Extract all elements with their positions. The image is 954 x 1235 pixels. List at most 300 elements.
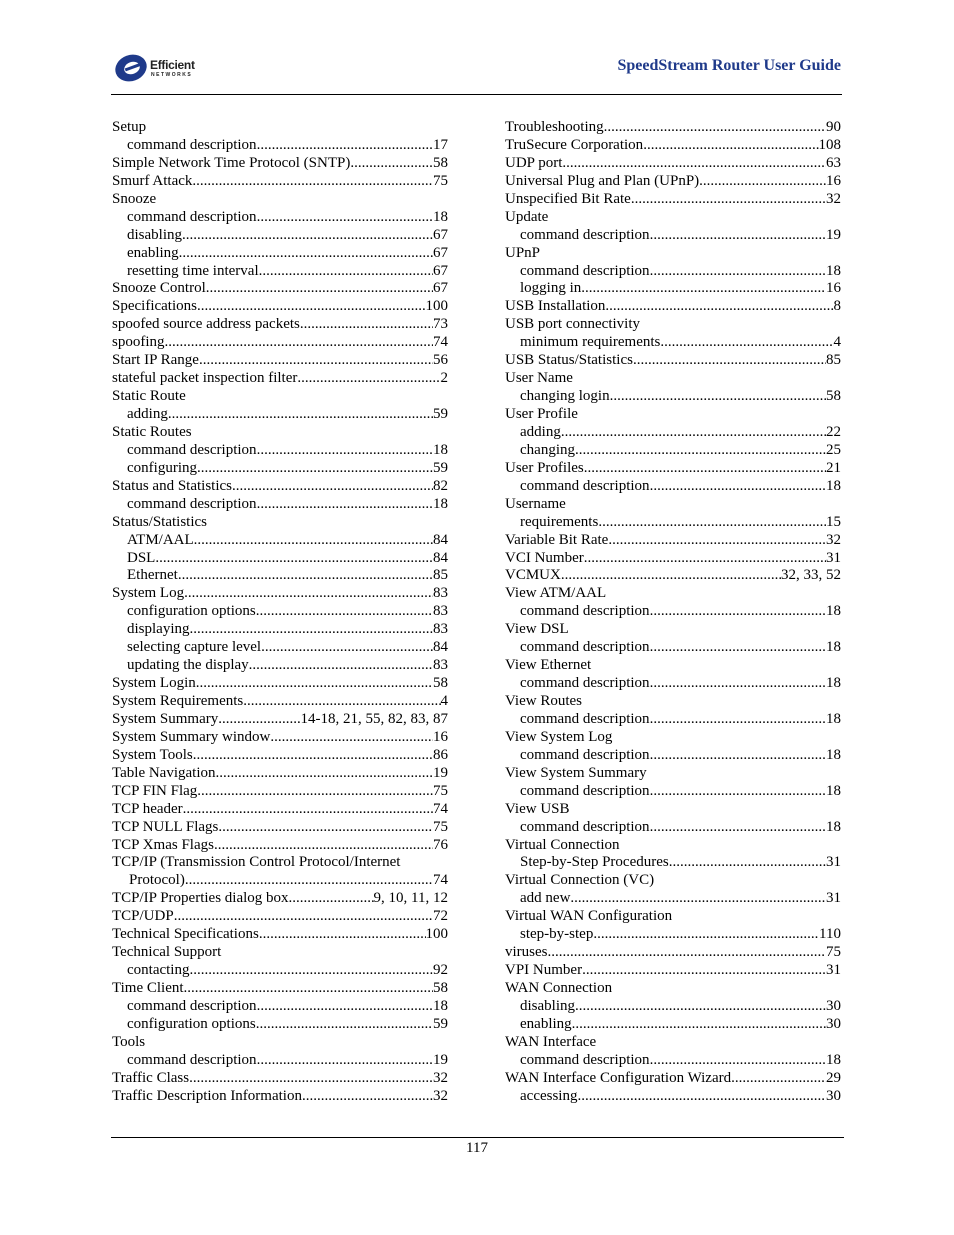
dot-leader [548,944,827,962]
page-reference: 18 [826,818,841,835]
index-entry [112,155,448,173]
dot-leader [350,155,433,173]
page-reference: 74 [433,800,448,817]
dot-leader [256,1016,433,1034]
dot-leader [189,962,433,980]
dot-leader [604,119,826,137]
page-reference: 30 [826,1087,841,1104]
dot-leader [584,460,826,478]
index-term: command description [520,1051,650,1068]
index-term: adding [127,406,168,422]
index-entry [112,532,448,550]
page-reference: 63 [826,154,841,171]
page-reference: 76 [433,836,448,853]
index-heading [505,872,841,890]
page-reference: 58 [433,980,448,996]
dot-leader [650,263,826,281]
index-term: Smurf Attack [112,172,193,189]
index-heading [112,388,448,406]
index-term: TCP/IP (Transmission Control Protocol/Internet [112,854,401,871]
dot-leader [197,460,433,478]
page-reference: 18 [826,477,841,494]
index-term: Variable Bit Rate [505,531,609,548]
index-term: command description [127,1051,257,1068]
dot-leader [185,872,433,890]
index-term: add new [520,890,571,907]
page-reference: 67 [433,226,448,243]
index-term: Status and Statistics [112,477,232,494]
dot-leader [232,478,433,496]
index-entry [505,119,841,137]
index-column-left [112,119,448,1106]
index-term: System Tools [112,746,193,763]
page-reference: 83 [433,657,448,674]
index-term: DSL [127,549,156,566]
index-entry [112,209,448,227]
index-term: disabling [127,226,182,243]
index-term: command description [127,495,257,512]
dot-leader [189,1070,433,1088]
index-term: Tools [112,1033,146,1050]
index-term: TCP/IP Properties dialog box [112,890,289,907]
dot-leader [561,567,781,585]
index-entry [112,711,448,729]
dot-leader [206,280,433,298]
index-entry [112,496,448,514]
index-term: Setup [112,119,147,135]
index-entry [505,854,841,872]
index-term: command description [127,997,257,1014]
index-term: View DSL [505,621,569,638]
page-reference: 84 [433,639,448,656]
index-entry [112,352,448,370]
index-term: Static Route [112,388,186,405]
index-term: configuring [127,459,197,476]
page-reference: 74 [433,872,448,889]
page-reference: 58 [433,154,448,171]
page-reference: 18 [826,262,841,279]
index-term: TCP FIN Flag [112,782,198,799]
index-term: User Profiles [505,459,584,476]
page-reference: 59 [433,1015,448,1032]
page-reference: 59 [433,459,448,476]
dot-leader [218,819,433,837]
index-entry [505,1088,841,1106]
page-reference: 75 [433,172,448,189]
index-entry [112,316,448,334]
page-reference: 30 [826,997,841,1014]
index-heading [112,854,448,872]
page-reference: 32, 33, 52 [781,567,841,584]
dot-leader [633,352,826,370]
index-entry [505,227,841,245]
index-entry [112,729,448,747]
index-entry [112,657,448,675]
index-entry [112,908,448,926]
page-reference: 83 [433,621,448,638]
page-reference: 108 [818,136,841,153]
index-heading [505,729,841,747]
index-term: command description [520,603,650,620]
dot-leader [199,352,433,370]
index-entry [505,514,841,532]
dot-leader [631,191,826,209]
index-term: View Routes [505,693,583,709]
index-heading [112,119,448,137]
page-reference: 67 [433,244,448,261]
dot-leader [257,998,433,1016]
dot-leader [168,406,433,424]
index-term: Virtual Connection [505,836,620,853]
index-heading [112,514,448,532]
index-term: Static Routes [112,423,192,440]
index-term: Start IP Range [112,352,199,369]
index-term: contacting [127,962,190,979]
index-term: command description [520,477,650,494]
page-reference: 18 [826,675,841,692]
dot-leader [243,693,440,711]
index-entry [112,585,448,603]
guide-title: SpeedStream Router User Guide [617,57,841,74]
dot-leader [650,819,826,837]
index-term: Step-by-Step Procedures [520,854,669,871]
index-heading [505,370,841,388]
logo-wordmark: Efficient [150,58,195,72]
index-term: updating the display [127,657,249,674]
index-entry [505,298,841,316]
page-reference: 74 [433,334,448,351]
page-reference: 18 [433,997,448,1014]
page-reference: 32 [433,1087,448,1104]
index-term: adding [520,423,561,440]
index-entry [112,693,448,711]
page-reference: 100 [425,926,448,943]
index-entry [505,1052,841,1070]
page-reference: 16 [433,728,448,745]
page-reference: 19 [826,226,841,243]
index-entry [505,263,841,281]
index-term: View Ethernet [505,657,592,674]
page-reference: 32 [826,190,841,207]
index-heading [112,191,448,209]
page-reference: 15 [826,513,841,530]
page-reference: 30 [826,1015,841,1032]
dot-leader [562,155,826,173]
page-reference: 4 [833,334,841,351]
index-entry [505,998,841,1016]
index-term: command description [127,441,257,458]
index-entry [505,1016,841,1034]
index-entry [112,890,448,908]
index-entry [505,478,841,496]
index-heading [112,1034,448,1052]
index-entry [505,388,841,406]
page-reference: 31 [826,962,841,979]
page-reference: 18 [826,782,841,799]
index-heading [505,837,841,855]
dot-leader [598,514,826,532]
index-term: command description [520,226,650,243]
page-reference: 110 [819,926,841,943]
index-term: View System Summary [505,764,647,781]
dot-leader [214,837,433,855]
index-term: VPI Number [505,962,583,979]
page-reference: 67 [433,262,448,279]
index-entry [112,819,448,837]
dot-leader [650,675,826,693]
index-entry [505,603,841,621]
index-entry [112,980,448,998]
index-entry [112,837,448,855]
dot-leader [261,639,433,657]
dot-leader [174,908,433,926]
dot-leader [561,424,826,442]
index-term: resetting time interval [127,262,259,279]
index-term: TCP Xmas Flags [112,836,214,853]
index-term: stateful packet inspection filter [112,370,298,387]
dot-leader [190,621,434,639]
index-entry [112,245,448,263]
index-entry [505,191,841,209]
page-reference: 58 [826,388,841,405]
index-heading [505,245,841,263]
dot-leader [197,783,433,801]
page-reference: 90 [826,119,841,135]
index-term: USB port connectivity [505,316,640,333]
index-entry [112,442,448,460]
index-entry [112,872,448,890]
dot-leader [194,532,433,550]
page-reference: 31 [826,549,841,566]
dot-leader [669,854,826,872]
page-reference: 67 [433,280,448,297]
page-reference: 75 [433,782,448,799]
index-entry [112,280,448,298]
dot-leader [178,567,433,585]
index-entry [112,550,448,568]
dot-leader [643,137,818,155]
index-entry [505,926,841,944]
index-term: enabling [520,1015,572,1032]
index-heading [112,944,448,962]
index-term: Simple Network Time Protocol (SNTP) [112,154,351,171]
index-term: USB Status/Statistics [505,352,633,369]
index-entry [112,460,448,478]
index-entry [505,1070,841,1088]
index-term: Traffic Description Information [112,1087,302,1104]
dot-leader [297,370,440,388]
index-term: command description [520,746,650,763]
index-entry [112,298,448,316]
index-entry [112,334,448,352]
index-entry [505,137,841,155]
index-entry [112,227,448,245]
index-term: command description [520,675,650,692]
page-reference: 32 [826,531,841,548]
dot-leader [584,550,826,568]
page-reference: 8 [833,298,841,315]
index-term: command description [127,136,257,153]
page-reference: 58 [433,675,448,692]
index-entry [505,550,841,568]
index-heading [505,621,841,639]
index-entry [112,747,448,765]
index-term: View System Log [505,728,613,745]
header-rule [111,94,842,95]
dot-leader [575,998,826,1016]
page-reference: 18 [826,639,841,656]
index-term: spoofed source address packets [112,316,300,333]
footer-rule [111,1137,844,1138]
dot-leader [650,603,826,621]
page-reference: 17 [433,136,448,153]
page-reference: 86 [433,746,448,763]
index-entry [112,567,448,585]
page-reference: 82 [433,477,448,494]
page-number: 117 [466,1140,488,1156]
index-term: WAN Connection [505,980,613,996]
index-term: System Summary window [112,728,271,745]
index-term: changing [520,441,575,458]
index-entry [112,173,448,191]
dot-leader [731,1070,826,1088]
page-reference: 16 [826,172,841,189]
index-term: command description [520,818,650,835]
dot-leader [577,1088,826,1106]
index-entry [112,1070,448,1088]
index-heading [505,980,841,998]
index-entry [505,639,841,657]
index-term: requirements [520,513,599,530]
index-term: Snooze Control [112,280,206,297]
index-term: viruses [505,944,548,961]
logo-subtitle: NETWORKS [151,72,193,78]
index-term: User Profile [505,406,578,422]
index-term: VCI Number [505,549,584,566]
dot-leader [165,334,434,352]
index-heading [505,908,841,926]
index-heading [505,585,841,603]
page-reference: 18 [826,603,841,620]
page-reference: 75 [826,944,841,961]
index-entry [505,890,841,908]
index-term: Technical Specifications [112,926,259,943]
dot-leader [216,765,434,783]
page-reference: 83 [433,603,448,620]
page-reference: 14-18, 21, 55, 82, 83, 87 [300,710,448,727]
index-entry [112,998,448,1016]
page-reference: 18 [433,208,448,225]
dot-leader [257,442,433,460]
page-reference: 56 [433,352,448,369]
index-heading [505,801,841,819]
dot-leader [249,657,433,675]
page-reference: 85 [826,352,841,369]
index-term: spoofing [112,334,165,351]
index-term: configuration options [127,1015,256,1032]
index-term: step-by-step [520,926,594,943]
index-entry [112,801,448,819]
index-heading [505,657,841,675]
page-reference: 18 [826,1051,841,1068]
index-term: configuration options [127,603,256,620]
index-term: Specifications [112,298,197,315]
index-term: Virtual WAN Configuration [505,908,673,925]
index-entry [112,370,448,388]
page-reference: 19 [433,764,448,781]
index-term: View ATM/AAL [505,585,607,602]
index-term: Troubleshooting [505,119,604,135]
index-entry [112,765,448,783]
index-term: Snooze [112,190,157,207]
page-reference: 59 [433,406,448,422]
index-entry [505,675,841,693]
page-reference: 2 [440,370,448,387]
index-term: enabling [127,244,179,261]
index-heading [505,693,841,711]
page-reference: 31 [826,890,841,907]
page-reference: 22 [826,423,841,440]
dot-leader [259,926,426,944]
index-term: Status/Statistics [112,513,208,530]
index-term: disabling [520,997,575,1014]
page-reference: 84 [433,531,448,548]
index-term: TCP header [112,800,183,817]
index-term: Virtual Connection (VC) [505,872,655,889]
dot-leader [256,603,433,621]
dot-leader [605,298,833,316]
index-term: command description [520,262,650,279]
dot-leader [259,263,433,281]
index-term: UDP port [505,154,563,171]
index-term: Table Navigation [112,764,216,781]
page-reference: 18 [433,495,448,512]
dot-leader [257,1052,433,1070]
index-term: Username [505,495,566,512]
page-reference: 75 [433,818,448,835]
index-term: USB Installation [505,298,606,315]
dot-leader [650,1052,826,1070]
index-entry [505,460,841,478]
index-column-right [505,119,841,1106]
index-term: Update [505,208,549,225]
dot-leader [257,209,433,227]
index-entry [505,173,841,191]
index-entry [112,926,448,944]
index-term: command description [520,639,650,656]
dot-leader [575,442,826,460]
index-entry [505,747,841,765]
index-term: System Summary [112,710,219,727]
index-term: User Name [505,370,573,387]
dot-leader [257,496,433,514]
index-heading [505,209,841,227]
index-term: WAN Interface Configuration Wizard [505,1069,732,1086]
index-entry [505,944,841,962]
index-entry [505,532,841,550]
index-entry [112,1016,448,1034]
index-entry [505,711,841,729]
dot-leader [257,137,433,155]
dot-leader [270,729,433,747]
page-reference: 83 [433,585,448,602]
index-term: TCP/UDP [112,908,174,925]
index-term: Protocol) [129,872,185,889]
index-heading [112,424,448,442]
dot-leader [593,926,819,944]
index-term: Technical Support [112,944,222,961]
dot-leader [182,227,433,245]
